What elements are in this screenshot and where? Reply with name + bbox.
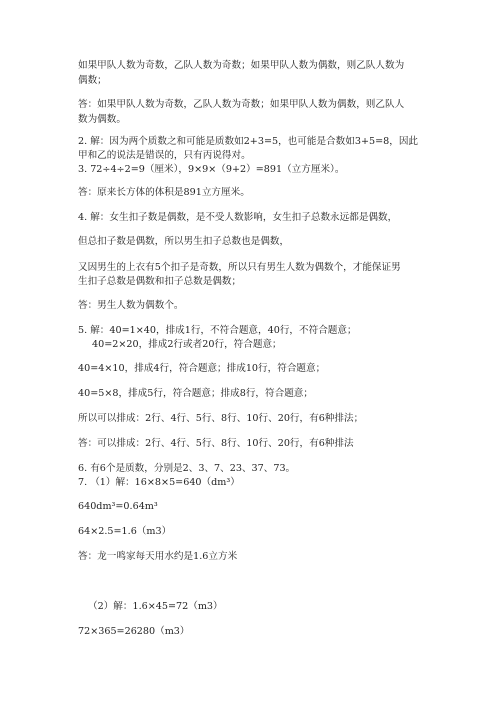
text-line: 40=5×8，排成5行，符合题意；排成8行，符合题意； (78, 388, 313, 399)
text-line: 答：如果甲队人数为奇数，乙队人数为奇数；如果甲队人数为偶数，则乙队人 (78, 99, 405, 110)
text-line: 答：可以排成：2行、4行、5行、8行、10行、20行，有6种排法 (78, 438, 354, 449)
text-line: 又因男生的上衣有5个扣子是奇数，所以只有男生人数为偶数个，才能保证男 (78, 262, 401, 273)
text-line: 所以可以排成：2行、4行、5行、8行、10行、20行，有6种排法； (78, 413, 364, 424)
text-line: 偶数； (78, 75, 107, 86)
text-line: 5. 解：40=1×40，排成1行，不符合题意，40行，不符合题意； (78, 325, 357, 336)
text-line: 数为偶数。 (78, 114, 126, 125)
text-line: 答：原来长方体的体积是891立方厘米。 (78, 187, 250, 198)
text-line: 4. 解：女生扣子数是偶数，是不受人数影响，女生扣子总数永远都是偶数， (78, 212, 398, 223)
text-line: 生扣子总数是偶数和扣子总数是偶数； (78, 276, 242, 287)
text-line: 72×365=26280（m3） (78, 626, 190, 637)
text-line: 64×2.5=1.6（m3） (78, 526, 172, 537)
text-line: （2）解：1.6×45=72（m3） (88, 601, 223, 612)
text-line: 甲和乙的说法是错误的，只有丙说得对。 (78, 150, 251, 161)
text-line: 3. 72÷4÷2=9（厘米），9×9×（9+2）=891（立方厘米）。 (78, 164, 345, 175)
text-line: 答：龙一鸣家每天用水约是1.6立方米 (78, 551, 238, 562)
text-line: 640dm³=0.64m³ (78, 501, 158, 512)
text-line: 40=2×20，排成2行或者20行，符合题意； (92, 339, 282, 350)
text-line: 40=4×10，排成4行，符合题意；排成10行，符合题意； (78, 363, 326, 374)
text-line: 但总扣子数是偶数，所以男生扣子总数也是偶数， (78, 236, 290, 247)
text-line: 如果甲队人数为奇数，乙队人数为奇数；如果甲队人数为偶数，则乙队人数为 (78, 60, 405, 71)
text-line: 7. （1）解：16×8×5=640（dm³） (78, 477, 240, 488)
text-line: 答：男生人数为偶数个。 (78, 300, 184, 311)
text-line: 6. 有6个是质数，分别是2、3、7、23、37、73。 (78, 463, 296, 474)
text-line: 2. 解：因为两个质数之和可能是质数如2+3=5，也可能是合数如3+5=8，因此 (78, 136, 419, 147)
